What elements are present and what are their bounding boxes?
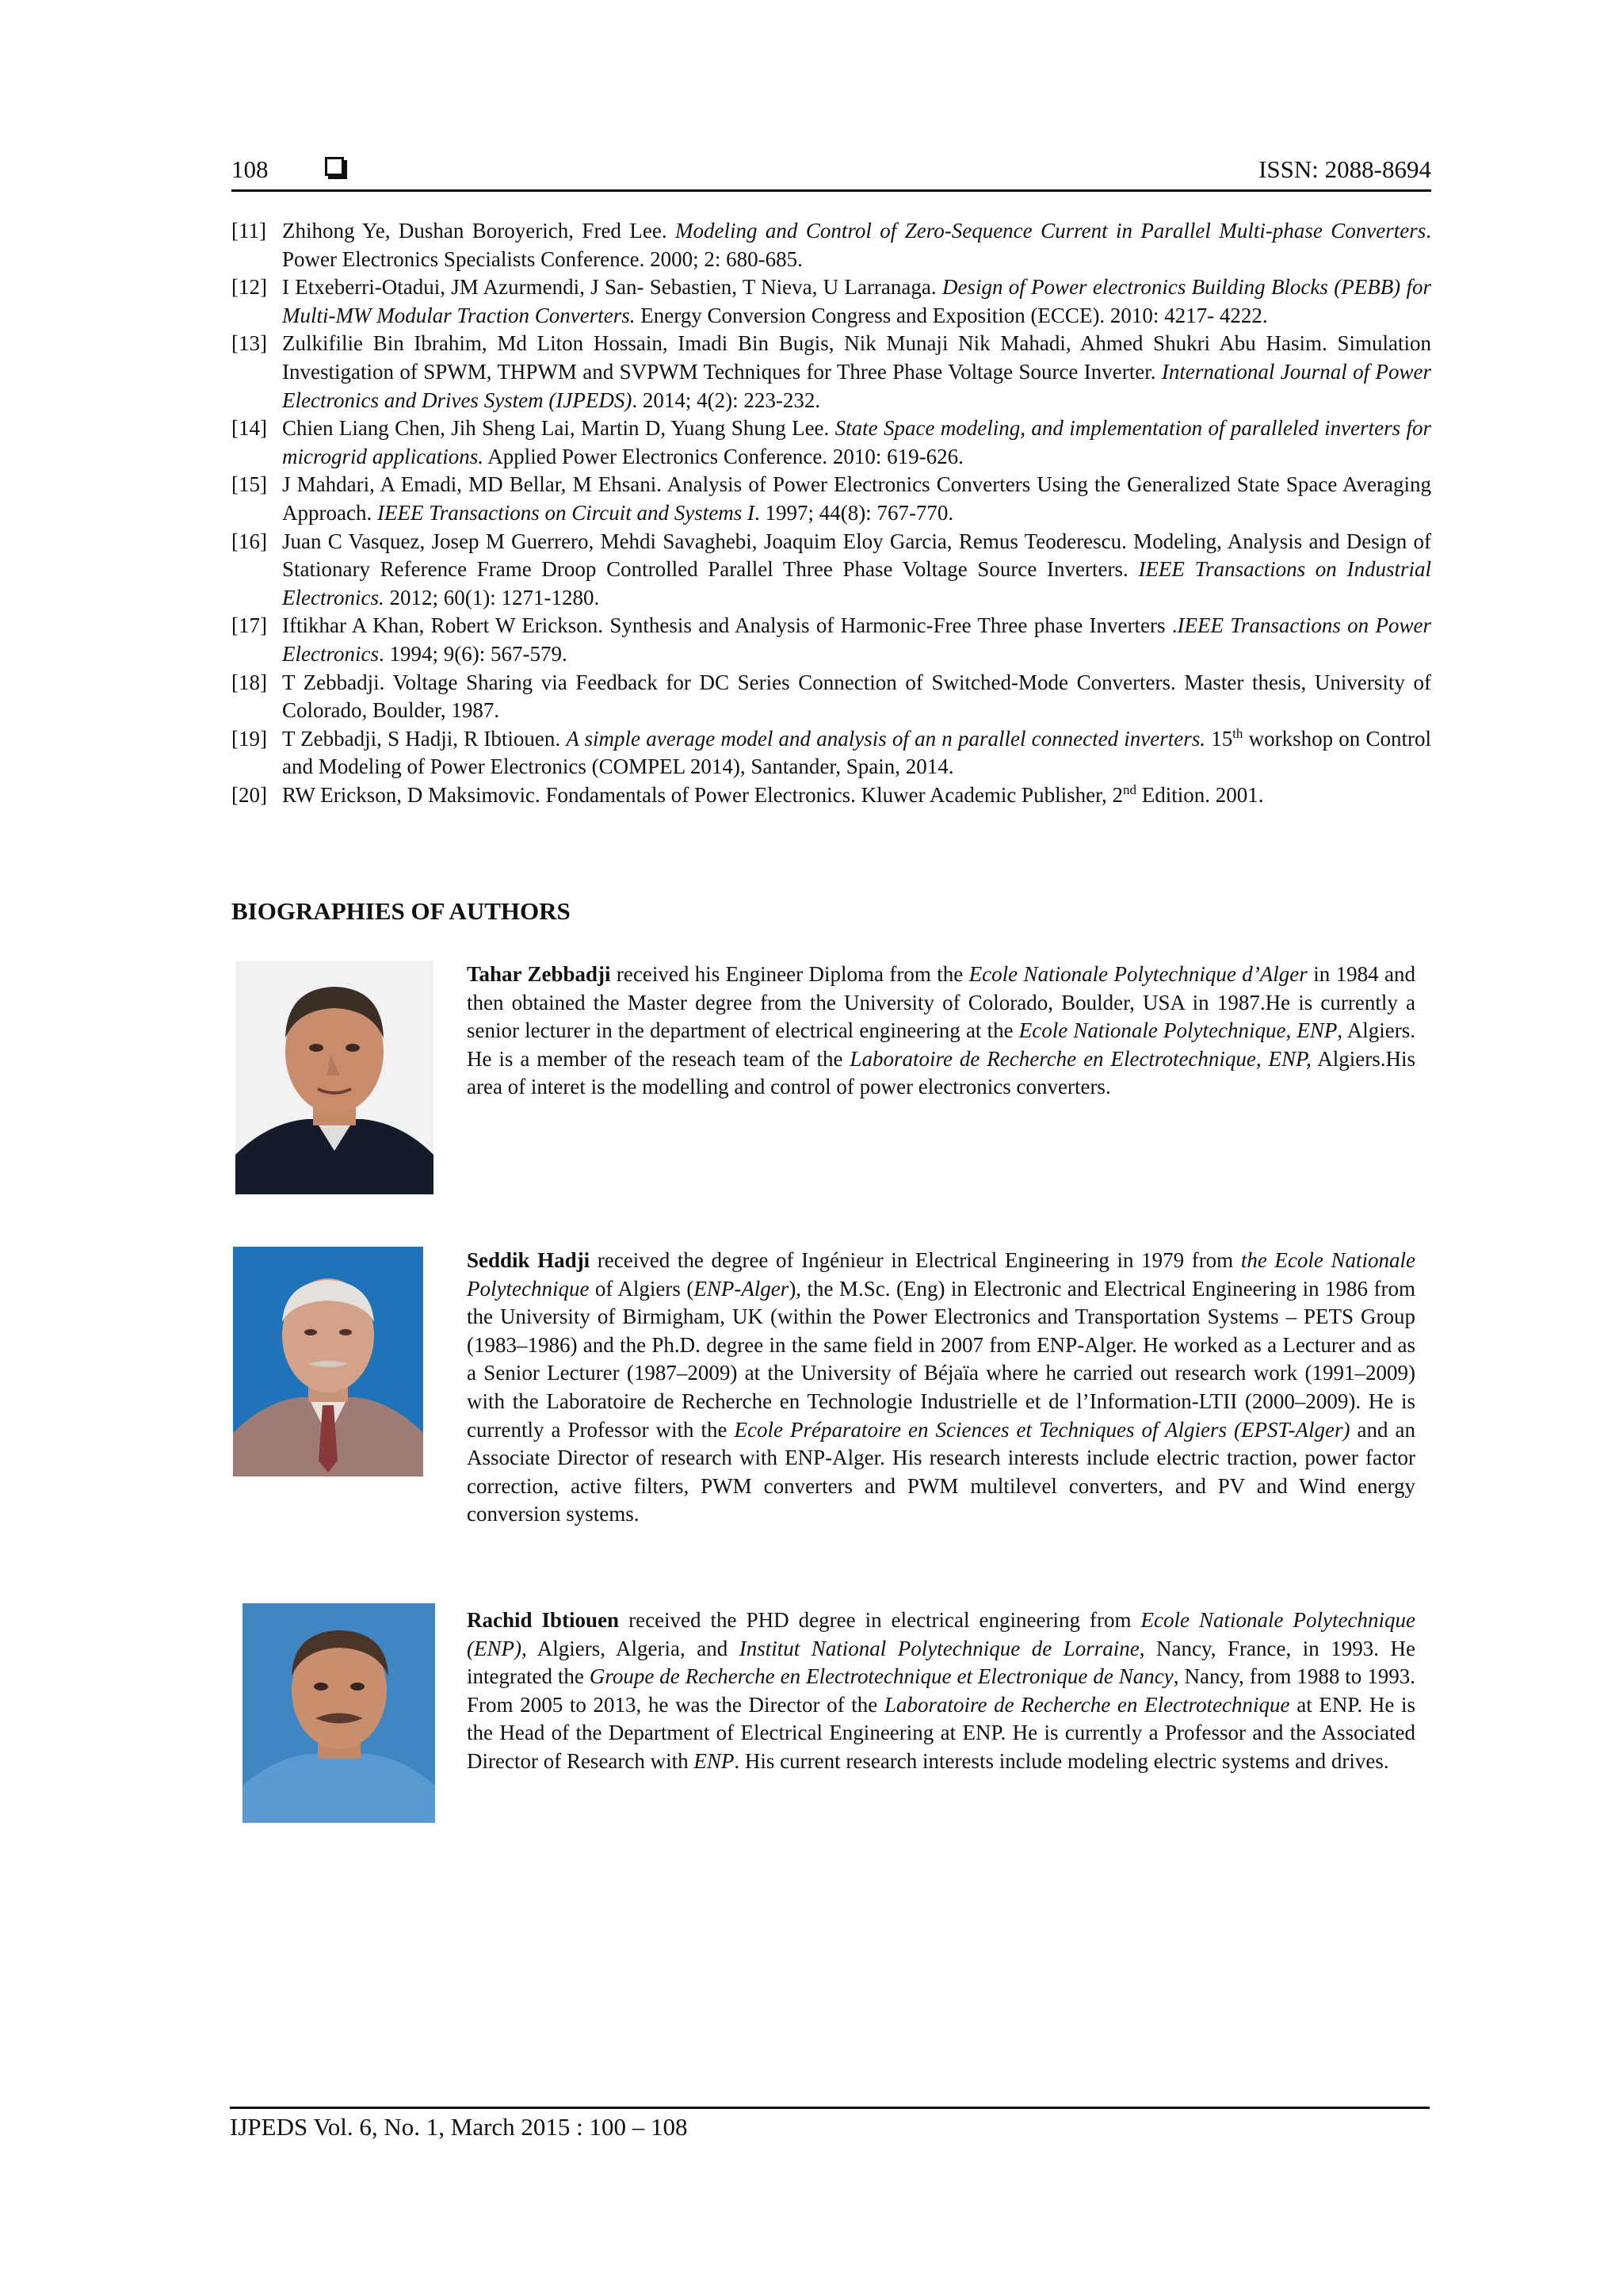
text-run: , Algiers, Algeria, and [521,1636,739,1660]
text-run: Zhihong Ye, Dushan Boroyerich, Fred Lee. [282,219,675,243]
text-run: Chien Liang Chen, Jih Sheng Lai, Martin D, Yuang Shung Lee. [282,416,835,441]
text-run: workshop on Control and Modeling of Power Electronics (COMPEL 2014), Santander, Spain, 2014. [282,726,1431,779]
text-run: , Nancy, France, in 1993. He integrated the [467,1636,1415,1689]
text-run: ENP [1296,1018,1338,1043]
reference-item [231,612,1431,668]
text-run: received the degree of Ingénieur in Electrical Engineering in 1979 from [590,1248,1241,1272]
reference-number: [19] [231,726,267,751]
biography-text [467,961,1415,1102]
text-run: . 2014; 4(2): 223-232. [632,388,821,412]
reference-item [231,330,1431,415]
text-run: 2012; 60(1): 1271-1280. [384,585,600,609]
text-run: Ecole Préparatoire en Sciences et Techniques of Algiers (EPST-Alger) [734,1417,1350,1442]
text-run: Energy Conversion Congress and Exposition (ECCE). 2010: 4217- 4222. [635,303,1268,327]
text-run: Groupe de Recherche en Electrotechnique et Electronique de Nancy [589,1664,1174,1689]
page-header [231,155,1431,187]
reference-text [282,275,1431,327]
text-run: Edition. 2001. [1136,782,1264,807]
text-run: IEEE Transactions on Industrial Electronics. [282,557,1431,609]
issn: ISSN: 2088-8694 [1258,155,1431,183]
reference-item [231,528,1431,613]
reference-number: [18] [231,670,267,694]
text-run: Laboratoire de Recherche en Electrotechnique, ENP, [850,1046,1312,1071]
biography-text [467,1247,1415,1529]
reference-item [231,725,1431,781]
text-run: Juan C Vasquez, Josep M Guerrero, Mehdi Savaghebi, Joaquim Eloy Garcia, Remus Teoderescu. Modeling, Analysis and Design of Stationary Reference Frame Droop Controlled Parallel Three Phase Voltage Source Inverters. [282,529,1431,582]
author-photo [235,961,433,1194]
text-run: . His current research interests include modeling electric systems and drives. [734,1748,1389,1773]
author-photo [233,1247,423,1477]
text-run: ENP [693,1748,735,1773]
text-run: Ecole Nationale Polytechnique (ENP) [467,1608,1415,1660]
text-run: Rachid Ibtiouen [467,1608,620,1632]
reference-text [282,331,1431,411]
text-run: ENP-Alger [693,1276,789,1301]
text-run: J Mahdari, A Emadi, MD Bellar, M Ehsani. Analysis of Power Electronics Converters Using the Generalized State Space Averaging Approach. [282,472,1431,525]
text-run: . 1997; 44(8): 767-770. [754,500,954,525]
text-run: Applied Power Electronics Conference. 2010: 619-626. [483,444,964,468]
reference-text [282,783,1263,807]
reference-number: [11] [231,219,266,243]
reference-number: [20] [231,782,267,807]
text-run: , [1285,1018,1297,1043]
author-photo [242,1603,435,1823]
text-run: at ENP. He is the Head of the Department of Electrical Engineering at ENP. He is currently a Professor and the Associated Director of Research with [467,1692,1415,1773]
text-run: and an Associate Director of research with ENP-Alger. His research interests include electric traction, power factor correction, active filters, PWM converters and PWM multilevel converters, and PV and Wind energy conversion systems. [467,1417,1416,1526]
text-run: ), the M.Sc. (Eng) in Electronic and Electrical Engineering in 1986 from the University of Birmigham, UK (within the Power Electronics and Transportation Systems – PETS Group (1983–1986) and the Ph.D. degree in the same field in 2007 from ENP-Alger. He worked as a Lecturer and as a Senior Lecturer (1987–2009) at the University of Béjaïa where he carried out research work (1991–2009) with the Laboratoire de Recherche en Technologie Industrielle et de l’Information-LTII (2000–2009). He is currently a Professor with the [467,1276,1415,1442]
reference-item [231,471,1431,527]
header-rule [231,189,1431,192]
text-run: Iftikhar A Khan, Robert W Erickson. Synthesis and Analysis of Harmonic-Free Three phase Inverters . [282,613,1178,638]
text-run: . 1994; 9(6): 567-579. [378,641,567,666]
reference-item [231,415,1431,471]
text-run: A simple average model and analysis of an n parallel connected inverters. [566,726,1206,751]
reference-number: [12] [231,275,267,300]
text-run: the Ecole Nationale Polytechnique [467,1248,1415,1301]
text-run: Tahar Zebbadji [467,962,611,986]
reference-item [231,217,1431,273]
reference-text [282,529,1431,609]
text-run: received his Engineer Diploma from the [610,962,969,986]
text-run: Ecole Nationale Polytechnique d’Alger [968,962,1308,986]
text-run: RW Erickson, D Maksimovic. Fondamentals of Power Electronics. Kluwer Academic Publisher, 2 [282,782,1123,807]
text-run: Institut National Polytechnique de Lorraine [739,1636,1140,1660]
text-run: received the PHD degree in electrical engineering from [619,1608,1141,1632]
reference-number: [14] [231,416,267,441]
text-run: Algiers.His area of interet is the modelling and control of power electronics converters. [467,1046,1415,1099]
reference-text [282,613,1431,666]
reference-text [282,670,1431,723]
text-run: T Zebbadji, S Hadji, R Ibtiouen. [282,726,567,751]
reference-item [231,669,1431,725]
reference-number: [17] [231,613,267,638]
page-number: 108 [231,155,269,183]
text-run: International Journal of Power Electronics and Drives System (IJPEDS) [282,359,1432,412]
text-run: IEEE Transactions on Power Electronics [282,613,1431,666]
text-run: , Algiers. He is a member of the reseach team of the [467,1018,1415,1071]
text-run: T Zebbadji. Voltage Sharing via Feedback for DC Series Connection of Switched-Mode Converters. Master thesis, University of Colorado, Boulder, 1987. [282,670,1431,723]
footer-rule [230,2107,1430,2109]
page-footer: IJPEDS Vol. 6, No. 1, March 2015 : 100 – 108 [230,2113,688,2141]
text-run: in 1984 and then obtained the Master degree from the University of Colorado, Boulder, USA in 1987.He is currently a senior lecturer in the department of electrical engineering at the [467,962,1415,1043]
biography-text [467,1606,1415,1776]
text-run: State Space modeling, and implementation of paralleled inverters for microgrid applications. [282,416,1431,468]
reference-text [282,727,1431,779]
text-run: of Algiers ( [589,1276,694,1301]
text-run: th [1232,725,1243,741]
text-run: Modeling and Control of Zero-Sequence Current in Parallel Multi-phase Converters [675,219,1426,243]
reference-text [282,219,1431,271]
reference-list [231,217,1431,809]
text-run: I Etxeberri-Otadui, JM Azurmendi, J San- Sebastien, T Nieva, U Larranaga. [282,275,942,300]
text-run: 15 [1205,726,1233,751]
text-run: Design of Power electronics Building Blocks (PEBB) for Multi-MW Modular Traction Converters. [282,275,1431,327]
reference-number: [16] [231,529,267,553]
reference-item [231,273,1431,330]
text-run: Laboratoire de Recherche en Electrotechnique [884,1692,1290,1717]
text-run: IEEE Transactions on Circuit and Systems I [376,500,754,525]
text-run: Zulkifilie Bin Ibrahim, Md Liton Hossain, Imadi Bin Bugis, Nik Munaji Nik Mahadi, Ahmed Shukri Abu Hasim. Simulation Investigation of SPWM, THPWM and SVPWM Techniques for Three Phase Voltage Source Inverter. [282,331,1431,384]
text-run: Ecole Nationale Polytechnique [1018,1018,1286,1043]
text-run: Seddik Hadji [467,1248,590,1272]
text-run: . Power Electronics Specialists Conference. 2000; 2: 680-685. [282,219,1431,271]
reference-item [231,781,1431,810]
reference-number: [13] [231,331,267,356]
square-bullet-icon [325,157,344,176]
text-run: nd [1122,781,1136,797]
reference-number: [15] [231,472,267,497]
reference-text [282,416,1431,468]
biographies-heading: BIOGRAPHIES OF AUTHORS [231,897,571,925]
reference-text [282,472,1431,525]
text-run: , Nancy, from 1988 to 1993. From 2005 to 2013, he was the Director of the [467,1664,1416,1717]
